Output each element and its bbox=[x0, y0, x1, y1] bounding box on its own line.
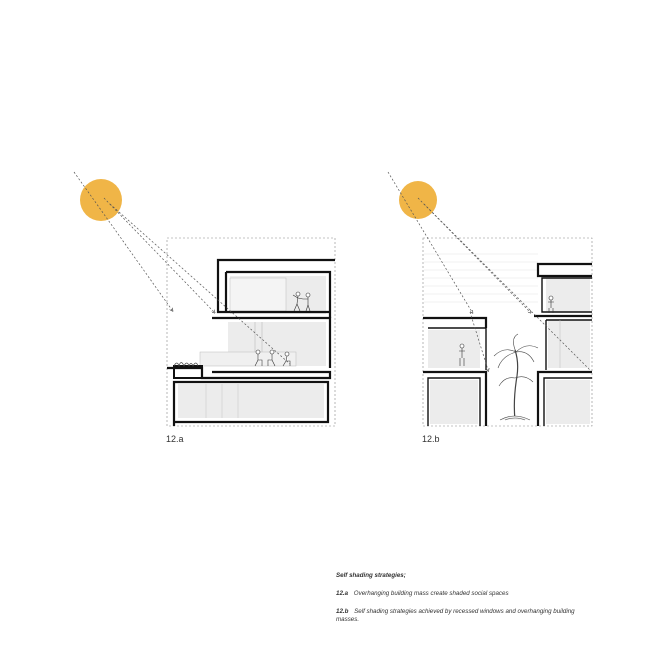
caption-block bbox=[336, 572, 598, 634]
planter-12a bbox=[174, 363, 202, 379]
upper-floor-12a bbox=[218, 260, 335, 318]
caption-title: Self shading strategies; bbox=[336, 572, 406, 579]
caption-item-12b bbox=[336, 608, 598, 624]
sun-icon bbox=[80, 179, 122, 221]
tree-icon bbox=[494, 334, 538, 420]
caption-text: Overhanging building mass create shaded social spaces bbox=[353, 590, 509, 597]
caption-code: 12.b bbox=[336, 608, 349, 615]
middle-floor-12a bbox=[200, 318, 330, 368]
figure-label-12b: 12.b bbox=[422, 434, 440, 444]
caption-item-12a bbox=[336, 590, 598, 598]
left-middle-12b bbox=[423, 318, 486, 370]
figure-label-12a: 12.a bbox=[166, 434, 184, 444]
figure-12a bbox=[74, 172, 335, 426]
caption-text: Self shading strategies achieved by recessed windows and overhanging building masses. bbox=[336, 608, 575, 623]
right-upper-12b bbox=[538, 264, 592, 313]
caption-code: 12.a bbox=[336, 590, 349, 597]
figure-12b bbox=[388, 172, 592, 426]
